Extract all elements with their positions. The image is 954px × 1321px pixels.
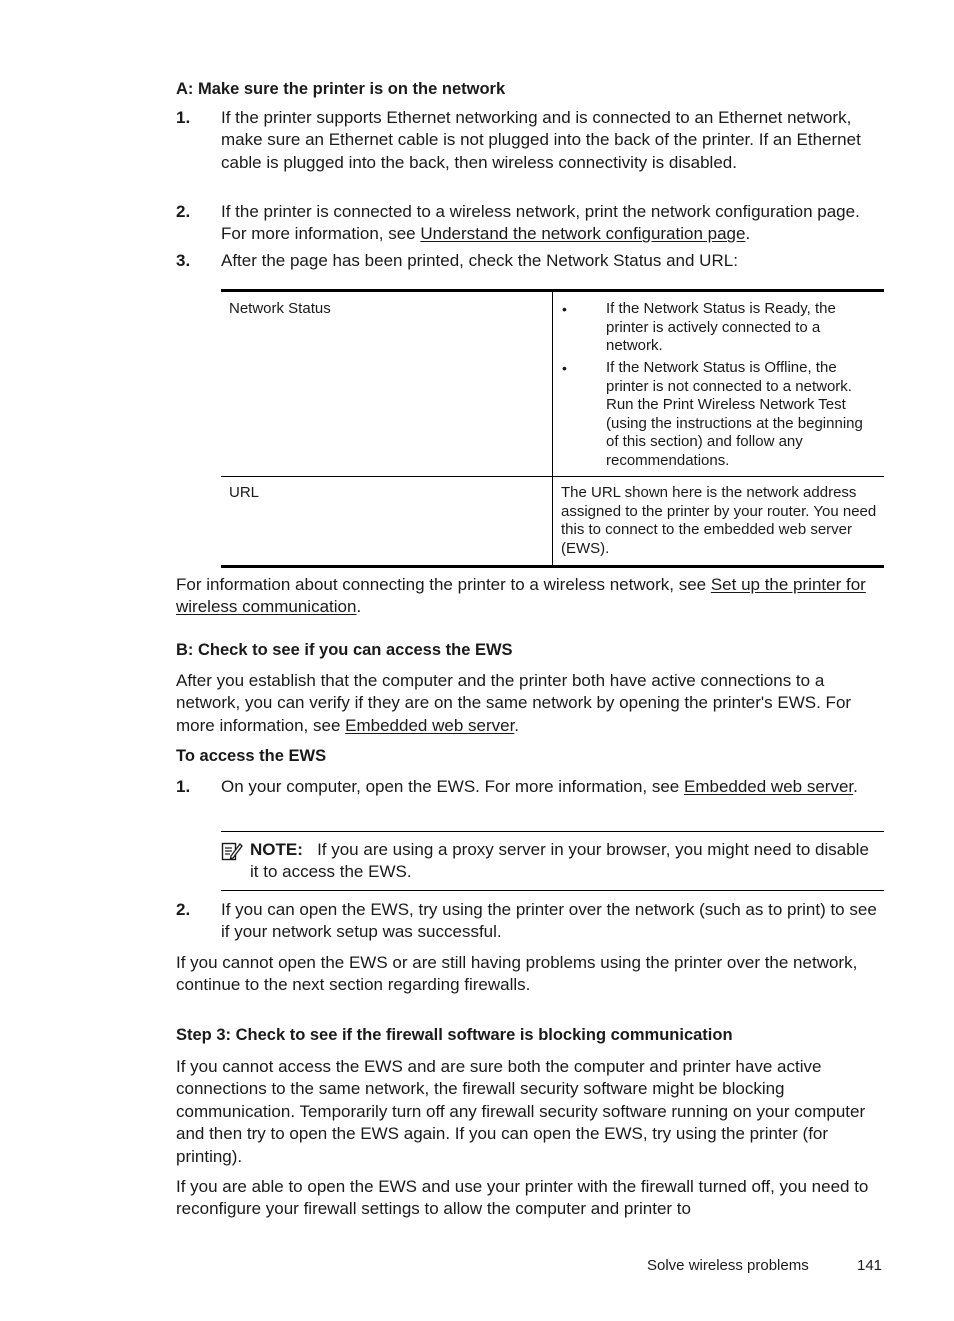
step-text: If the printer is connected to a wireless network, print the network configuration page. For more information, see Understand the network configuration page.: [221, 202, 860, 244]
bullet-icon: •: [562, 301, 567, 317]
note-top-rule: [221, 831, 884, 832]
note-text: NOTE: If you are using a proxy server in your browser, you might need to disable it to access the EWS.: [250, 840, 869, 882]
ews-link[interactable]: Embedded web server: [683, 777, 854, 796]
section-b-closing: If you cannot open the EWS or are still having problems using the printer over the network, continue to the next section regarding firewalls.: [176, 953, 858, 995]
step-3-paragraph: If you are able to open the EWS and use your printer with the firewall turned off, you need to reconfigure your firewall settings to allow the computer and printer to: [176, 1177, 869, 1219]
step-text: If you can open the EWS, try using the printer over the network (such as to print) to see if your network setup was successful.: [221, 900, 877, 942]
section-b-heading: B: Check to see if you can access the EWS: [176, 641, 513, 659]
network-config-page-link[interactable]: Understand the network configuration page: [420, 224, 746, 244]
table-bottom-rule: [221, 565, 884, 568]
wireless-setup-link[interactable]: Set up the printer for wireless communication: [176, 575, 866, 617]
table-cell-text: The URL shown here is the network address assigned to the printer by your router. You need this to connect to the embedded web server (EWS).: [561, 484, 877, 557]
table-column-divider: [552, 292, 553, 566]
ews-subheading: To access the EWS: [176, 747, 327, 765]
footer-section-title: Solve wireless problems: [647, 1257, 809, 1274]
table-cell-label: URL: [229, 484, 260, 501]
note-icon: [221, 840, 243, 862]
step-text: After the page has been printed, check the Network Status and URL:: [221, 251, 738, 270]
section-b-intro: After you establish that the computer and the printer both have active connections to a network, you can verify if they are on the same network by opening the printer's EWS. For more information, see Embedded web server.: [176, 671, 852, 735]
table-row-divider: [221, 476, 884, 477]
section-a-heading: A: Make sure the printer is on the network: [176, 80, 506, 98]
note-bottom-rule: [221, 890, 884, 891]
page-number: 141: [857, 1257, 883, 1274]
step-number: 1.: [176, 777, 191, 796]
step-text: On your computer, open the EWS. For more information, see Embedded web server.: [221, 777, 858, 796]
step-3-heading: Step 3: Check to see if the firewall software is blocking communication: [176, 1026, 733, 1044]
bullet-icon: •: [562, 360, 567, 376]
step-number: 3.: [176, 251, 191, 270]
ews-link[interactable]: Embedded web server: [345, 715, 515, 735]
table-cell-label: Network Status: [229, 300, 331, 317]
table-cell-bullet: If the Network Status is Ready, the printer is actively connected to a network.: [606, 300, 836, 354]
wireless-info-paragraph: For information about connecting the printer to a wireless network, see Set up the printer for wireless communication.: [176, 575, 866, 617]
table-cell-bullet: If the Network Status is Offline, the printer is not connected to a network. Run the Print Wireless Network Test (using the instructions at the beginning of this section) and follow any recommendations.: [606, 359, 863, 469]
step-text: If the printer supports Ethernet networking and is connected to an Ethernet network, make sure an Ethernet cable is not plugged into the back of the printer. If an Ethernet cable is plugged into the back, then wireless connectivity is disabled.: [221, 108, 861, 172]
step-3-paragraph: If you cannot access the EWS and are sure both the computer and printer have active connections to the same network, the firewall security software might be blocking communication. Temporarily turn off any firewall security software running on your computer and then try to open the EWS again. If you can open the EWS, try using the printer (for printing).: [176, 1057, 866, 1166]
step-number: 2.: [176, 202, 191, 221]
step-number: 1.: [176, 108, 191, 127]
step-number: 2.: [176, 900, 191, 919]
